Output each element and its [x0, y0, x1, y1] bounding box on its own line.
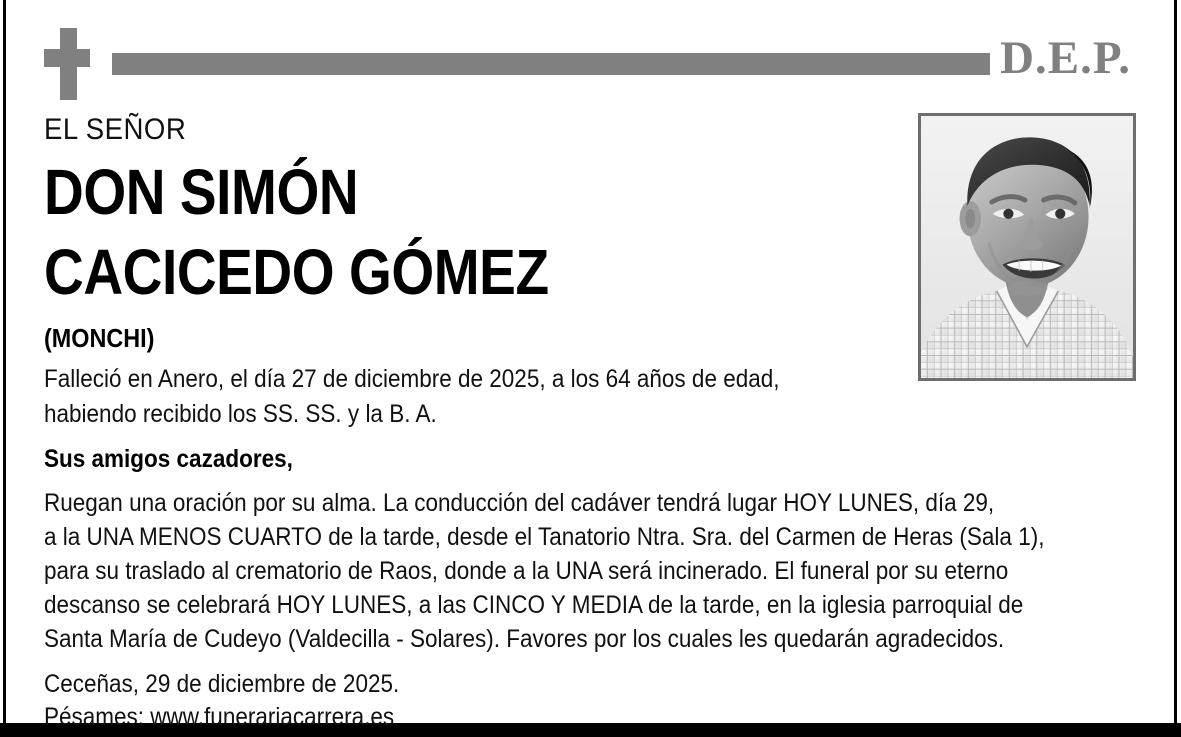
notice-content — [44, 112, 1134, 734]
death-details-line: habiendo recibido los SS. SS. y la B. A. — [44, 400, 437, 428]
deceased-nickname: (MONCHI) — [44, 323, 155, 353]
deceased-name-line-2: CACICEDO GÓMEZ — [44, 236, 549, 308]
place-and-date: Ceceñas, 29 de diciembre de 2025. — [44, 670, 400, 698]
funeral-arrangements-line: Santa María de Cudeyo (Valdecilla - Solares). Favores por los cuales les quedarán agradecidos. — [44, 625, 1005, 653]
notice-header — [44, 28, 1141, 98]
funeral-arrangements-line: Ruegan una oración por su alma. La conducción del cadáver tendrá lugar HOY LUNES, día 29, — [44, 489, 995, 517]
condolences-link[interactable]: Pésames: www.funerariacarrera.es — [44, 703, 395, 731]
notice-footer — [44, 668, 1025, 734]
mourners-label: Sus amigos cazadores, — [44, 445, 293, 473]
death-details — [44, 362, 1025, 432]
funeral-arrangements-line: descanso se celebrará HOY LUNES, a las CINCO Y MEDIA de la tarde, en la iglesia parroquial de — [44, 591, 1024, 619]
border-right — [1174, 0, 1177, 737]
border-left — [3, 0, 6, 737]
deceased-name-line-1: DON SIMÓN — [44, 156, 359, 228]
death-details-line: Falleció en Anero, el día 27 de diciembre de 2025, a los 64 años de edad, — [44, 365, 780, 393]
funeral-arrangements-line: a la UNA MENOS CUARTO de la tarde, desde el Tanatorio Ntra. Sra. del Carmen de Heras (Sala 1), — [44, 523, 1045, 551]
header-rule — [112, 53, 990, 75]
funeral-arrangements — [44, 486, 1045, 656]
funeral-arrangements-line: para su traslado al crematorio de Raos, donde a la UNA será incinerado. El funeral por su eterno — [44, 557, 1009, 585]
honorific-label: EL SEÑOR — [44, 113, 187, 146]
rest-in-peace-label: D.E.P. — [1000, 32, 1131, 84]
latin-cross-icon — [44, 28, 90, 100]
